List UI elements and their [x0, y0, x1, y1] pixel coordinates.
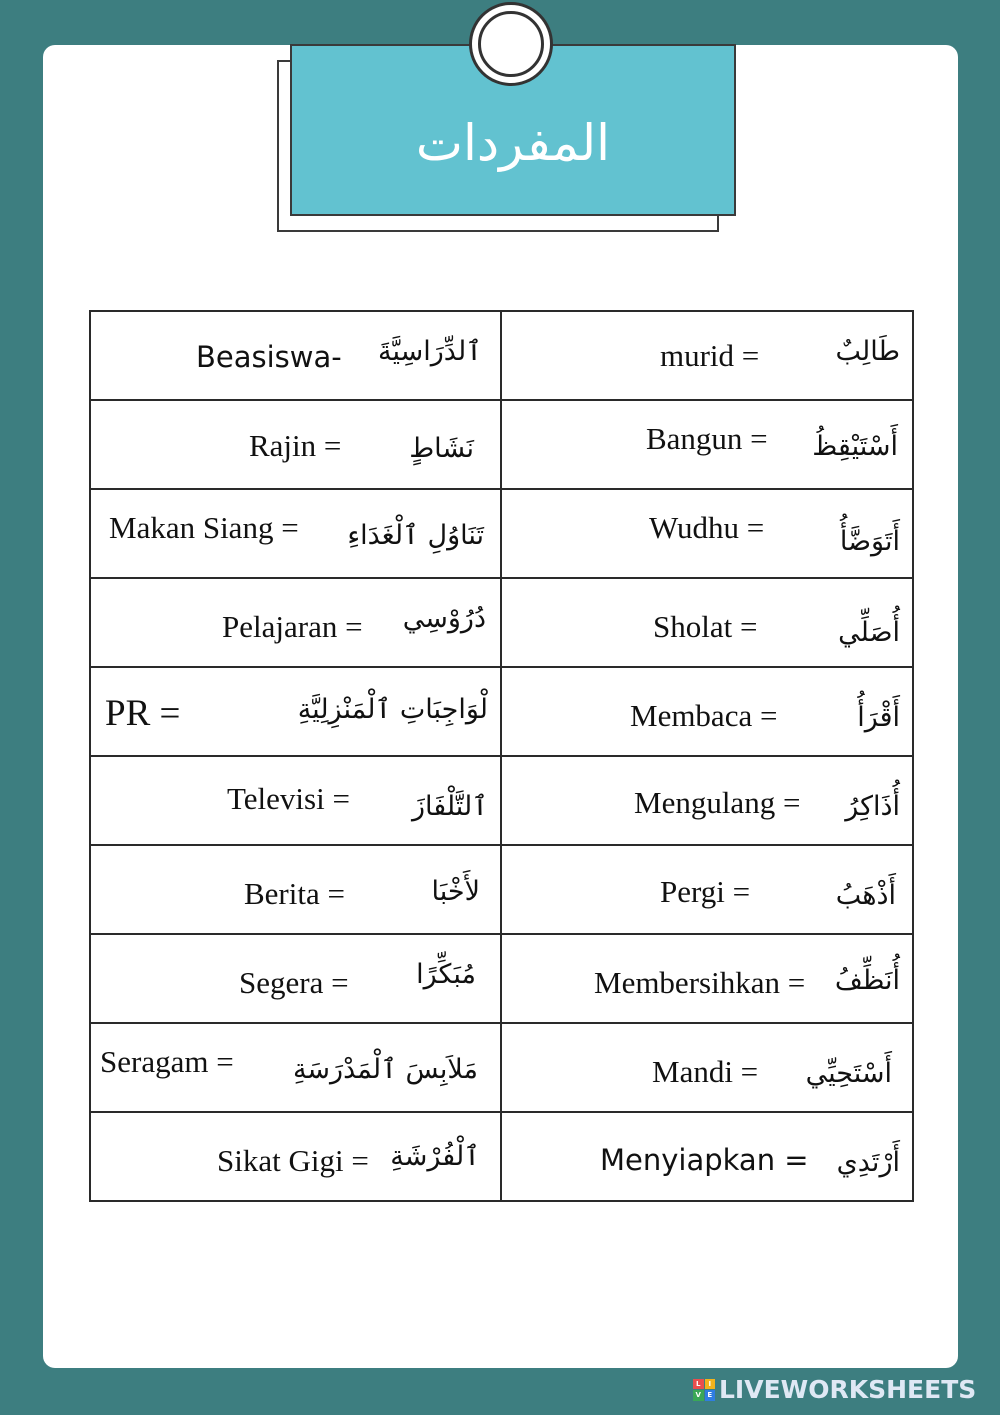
vocab-cell-right — [501, 1112, 913, 1201]
vocab-cell-left — [90, 1112, 501, 1201]
meaning-text: Seragam = — [100, 1044, 234, 1079]
vocab-cell-right — [501, 845, 913, 934]
vocab-cell-left — [90, 756, 501, 845]
meaning-text: Wudhu = — [649, 510, 765, 545]
pin-ring-icon — [469, 2, 553, 86]
arabic-word: ٱلتَّلْفَازَ — [411, 791, 488, 822]
arabic-word: مَلاَبِسَ ٱلْمَدْرَسَةِ — [292, 1054, 478, 1085]
logo-letter: L — [693, 1379, 704, 1390]
vocab-cell-right — [501, 489, 913, 578]
arabic-word: لأَخْبَا — [431, 876, 480, 907]
meaning-text: murid = — [660, 338, 760, 373]
meaning-text: Sholat = — [653, 609, 758, 644]
logo-letter: E — [705, 1390, 716, 1401]
arabic-word: تَنَاوُلِ ٱلْغَدَاءِ — [347, 520, 484, 551]
table-row — [90, 845, 913, 934]
table-row — [90, 667, 913, 756]
arabic-word: أَسْتَيْقِظُ — [812, 431, 898, 462]
vocab-cell-left — [90, 578, 501, 667]
vocab-cell-left — [90, 311, 501, 400]
table-row — [90, 400, 913, 489]
vocab-cell-right — [501, 1023, 913, 1112]
arabic-word: أَسْتَحِيِّي — [805, 1058, 892, 1089]
table-row — [90, 1023, 913, 1112]
vocab-cell-left — [90, 667, 501, 756]
arabic-word: دُرُوْسِي — [402, 603, 486, 634]
meaning-text: Makan Siang = — [109, 510, 299, 545]
vocab-cell-left — [90, 400, 501, 489]
liveworksheets-logo — [693, 1375, 976, 1404]
vocab-cell-left — [90, 934, 501, 1023]
meaning-text: Membersihkan = — [594, 965, 806, 1000]
vocab-cell-right — [501, 311, 913, 400]
arabic-word: لْوَاجِبَاتِ ٱلْمَنْزِلِيَّةِ — [297, 694, 488, 725]
vocab-cell-right — [501, 578, 913, 667]
arabic-word: طَالِبٌ — [835, 336, 900, 367]
vocab-cell-right — [501, 667, 913, 756]
meaning-text: Mandi = — [652, 1054, 759, 1089]
meaning-text: Segera = — [239, 965, 349, 1000]
meaning-text: Televisi = — [227, 781, 350, 816]
vocab-cell-right — [501, 400, 913, 489]
arabic-word: أُنَظِّفُ — [834, 965, 900, 996]
logo-letter: I — [705, 1379, 716, 1390]
meaning-text: Bangun = — [646, 421, 768, 456]
vocab-cell-left — [90, 1023, 501, 1112]
table-row — [90, 756, 913, 845]
table-row — [90, 578, 913, 667]
arabic-word: ٱلْفُرْشَةِ — [390, 1141, 480, 1172]
table-row — [90, 1112, 913, 1201]
vocab-cell-right — [501, 756, 913, 845]
liveworksheets-wordmark: LIVEWORKSHEETS — [719, 1375, 977, 1404]
table-row — [90, 934, 913, 1023]
arabic-word: مُبَكِّرًا — [416, 959, 476, 990]
meaning-text: Menyiapkan = — [600, 1143, 809, 1177]
vocab-cell-left — [90, 845, 501, 934]
arabic-word: ٱلدِّرَاسِيَّةَ — [377, 336, 482, 367]
arabic-word: أَتَوَضَّأُ — [839, 526, 900, 557]
meaning-text: Beasiswa- — [196, 340, 342, 374]
logo-letter: V — [693, 1390, 704, 1401]
liveworksheets-icon — [693, 1379, 715, 1401]
meaning-text: Sikat Gigi = — [217, 1143, 369, 1178]
meaning-text: Membaca = — [630, 698, 778, 733]
meaning-text: Mengulang = — [634, 785, 801, 820]
arabic-word: أَقْرَأُ — [857, 702, 900, 733]
arabic-word: نَشَاطٍ — [409, 433, 474, 464]
vocab-cell-left — [90, 489, 501, 578]
vocabulary-table — [89, 310, 914, 1202]
arabic-word: أَذْهَبُ — [835, 880, 896, 911]
table-row — [90, 489, 913, 578]
meaning-text: Berita = — [244, 876, 345, 911]
arabic-word: أُصَلِّي — [838, 617, 900, 648]
table-row — [90, 311, 913, 400]
meaning-text: Rajin = — [249, 428, 342, 463]
meaning-text: Pelajaran = — [222, 609, 363, 644]
arabic-word: أَرْتَدِي — [836, 1147, 900, 1178]
arabic-word: أُذَاكِرُ — [845, 791, 900, 822]
vocab-cell-right — [501, 934, 913, 1023]
meaning-text: Pergi = — [660, 874, 751, 909]
meaning-text: PR = — [105, 693, 181, 734]
page-title: المفردات — [415, 114, 611, 172]
